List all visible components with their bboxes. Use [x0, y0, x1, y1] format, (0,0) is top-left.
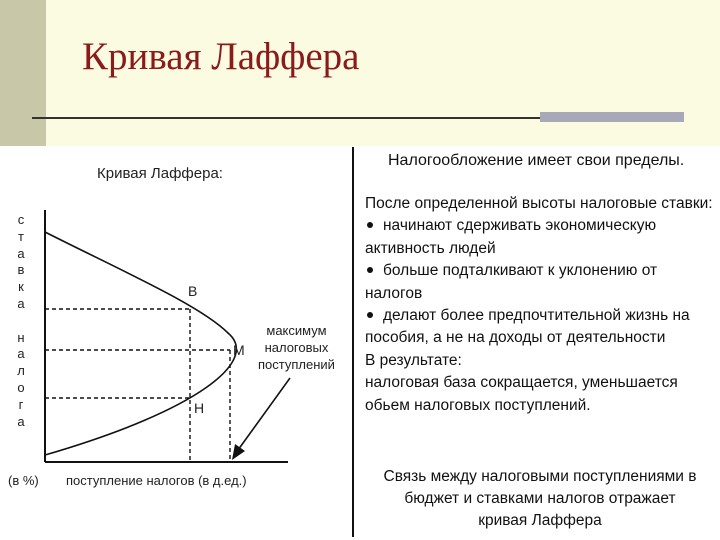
bullet-text: делают более предпочтительной жизнь на пособия, а не на доходы от деятельности [365, 307, 690, 347]
y-axis-unit: (в %) [8, 473, 39, 488]
annotation-line: налоговых [264, 340, 329, 355]
y-axis-letter: в [17, 262, 25, 278]
graph-title: Кривая Лаффера: [97, 165, 223, 182]
max-revenue-annotation [258, 322, 335, 373]
laffer-curve-diagram [0, 146, 352, 476]
point-b-label: В [188, 283, 198, 299]
right-heading: Налогообложение имеет свои пределы. [388, 152, 685, 169]
point-m-label: М [233, 342, 245, 358]
y-axis-letter: г [18, 396, 24, 412]
annotation-arrow [238, 378, 290, 450]
result-label: В результате: [365, 351, 462, 369]
right-footer [360, 466, 720, 532]
y-axis-letter: а [17, 346, 25, 362]
bullet-text: начинают сдерживать экономическую активность людей [365, 217, 657, 257]
arrow-head [232, 444, 245, 460]
y-axis-letter: с [17, 212, 25, 227]
y-axis-letter: л [17, 363, 25, 379]
right-text-block [365, 193, 717, 417]
intro-text: После определенной высоты налоговые ставки: [365, 195, 713, 212]
y-axis-letter: н [17, 329, 25, 345]
y-axis-letter: т [18, 228, 24, 244]
y-axis-letter: а [17, 295, 25, 311]
footer-line: кривая Лаффера [478, 512, 602, 529]
side-accent-bar [0, 0, 46, 146]
result-text: налоговая база сокращается, уменьшается обьем налоговых поступлений. [365, 374, 678, 414]
laffer-curve [45, 232, 236, 455]
y-axis-letter: а [17, 245, 25, 261]
footer-line: бюджет и ставками налогов отражает [404, 490, 676, 507]
y-axis-letter: о [17, 379, 25, 395]
footer-line: Связь между налоговыми поступлениями в [383, 468, 697, 485]
bullet-icon [367, 222, 373, 228]
column-divider [352, 147, 354, 537]
annotation-line: максимум [266, 323, 327, 338]
bullet-item [365, 260, 717, 305]
x-axis-label: поступление налогов (в д.ед.) [66, 473, 247, 488]
bullet-icon [367, 267, 373, 273]
slide-title: Кривая Лаффера [82, 35, 360, 78]
bullet-item [365, 215, 717, 260]
y-axis-letter: к [18, 279, 24, 295]
annotation-line: поступлений [258, 357, 335, 372]
bullet-item [365, 305, 717, 350]
point-h-label: Н [194, 400, 205, 416]
title-rule-accent [540, 112, 684, 122]
bullet-icon [367, 312, 373, 318]
y-axis-letter: а [17, 413, 25, 429]
bullet-text: больше подталкивают к уклонению от налогов [365, 262, 658, 302]
